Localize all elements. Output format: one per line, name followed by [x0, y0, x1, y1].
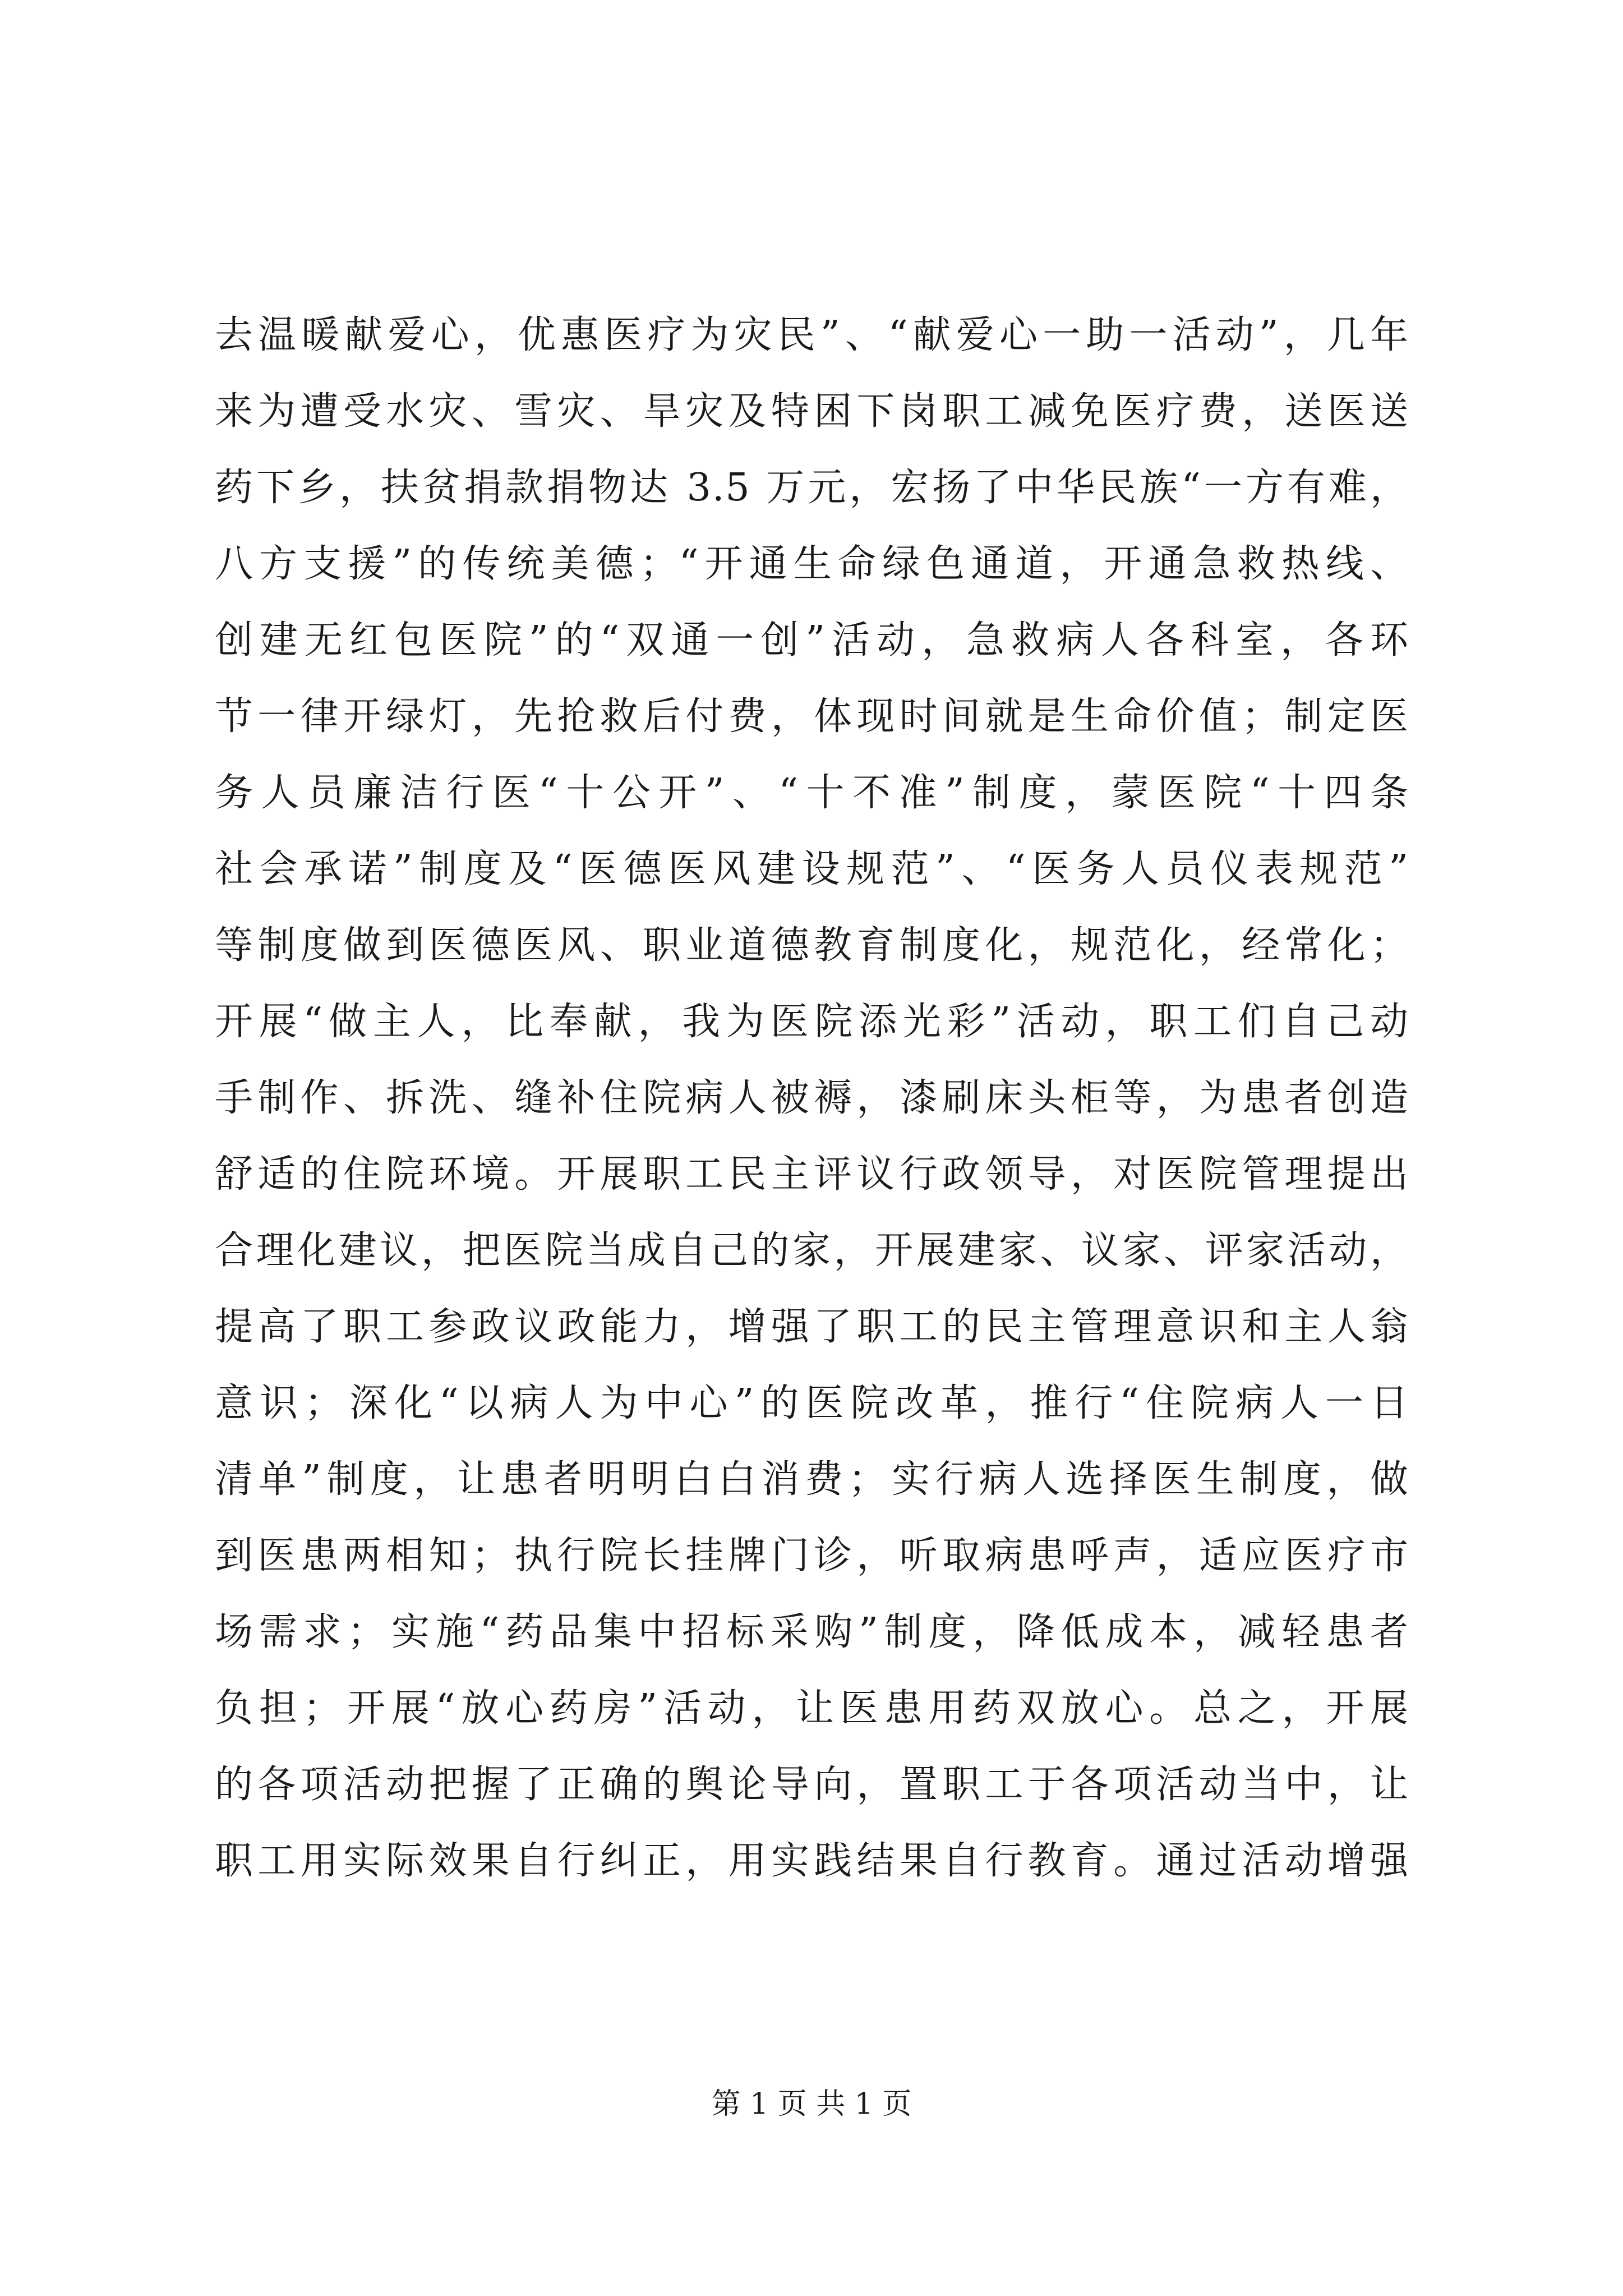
text-line: 合理化建议，把医院当成自己的家，开展建家、议家、评家活动， — [215, 1228, 1409, 1273]
text-line: 意识；深化“以病人为中心”的医院改革，推行“住院病人一日 — [215, 1381, 1409, 1425]
text-line: 节一律开绿灯，先抢救后付费，体现时间就是生命价值；制定医 — [215, 694, 1409, 739]
text-line: 提高了职工参政议政能力，增强了职工的民主管理意识和主人翁 — [215, 1305, 1409, 1349]
text-line: 舒适的住院环境。开展职工民主评议行政领导，对医院管理提出 — [215, 1152, 1409, 1197]
text-line: 的各项活动把握了正确的舆论导向，置职工于各项活动当中，让 — [215, 1763, 1409, 1807]
text-line: 清单”制度，让患者明明白白消费；实行病人选择医生制度，做 — [215, 1457, 1409, 1502]
text-line: 务人员廉洁行医“十公开”、“十不准”制度，蒙医院“十四条 — [215, 771, 1409, 815]
text-line: 手制作、拆洗、缝补住院病人被褥，漆刷床头柜等，为患者创造 — [215, 1076, 1409, 1120]
text-line: 负担；开展“放心药房”活动，让医患用药双放心。总之，开展 — [215, 1686, 1409, 1731]
text-line: 八方支援”的传统美德；“开通生命绿色通道，开通急救热线、 — [215, 542, 1409, 586]
text-line: 来为遭受水灾、雪灾、旱灾及特困下岗职工减免医疗费，送医送 — [215, 389, 1409, 434]
text-line: 去温暖献爱心，优惠医疗为灾民”、“献爱心一助一活动”，几年 — [215, 313, 1409, 357]
text-line: 职工用实际效果自行纠正，用实践结果自行教育。通过活动增强 — [215, 1839, 1409, 1883]
text-line: 药下乡，扶贫捐款捐物达 3.5 万元，宏扬了中华民族“一方有难， — [215, 466, 1409, 510]
text-line: 到医患两相知；执行院长挂牌门诊，听取病患呼声，适应医疗市 — [215, 1534, 1409, 1578]
text-line: 场需求；实施“药品集中招标采购”制度，降低成本，减轻患者 — [215, 1610, 1409, 1654]
text-line: 社会承诺”制度及“医德医风建设规范”、“医务人员仪表规范” — [215, 847, 1409, 891]
text-line: 开展“做主人，比奉献，我为医院添光彩”活动，职工们自己动 — [215, 1000, 1409, 1044]
body-paragraph — [215, 297, 1409, 1899]
page-number-footer: 第 1 页 共 1 页 — [711, 2087, 912, 2121]
text-line: 等制度做到医德医风、职业道德教育制度化，规范化，经常化； — [215, 923, 1409, 968]
text-line: 创建无红包医院”的“双通一创”活动，急救病人各科室，各环 — [215, 618, 1409, 662]
